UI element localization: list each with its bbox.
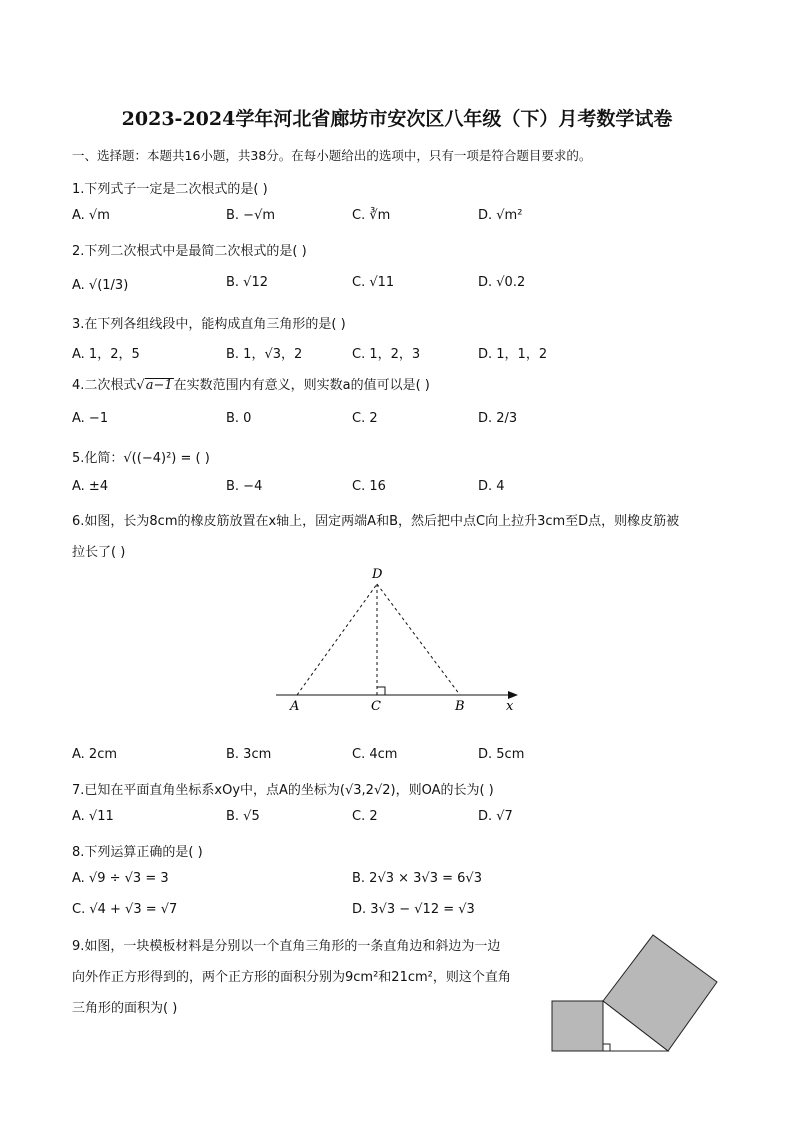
- q2-option-d[interactable]: D. √0.2: [478, 275, 526, 290]
- q3-option-a[interactable]: A. 1，2，5: [72, 347, 140, 362]
- q3-option-d[interactable]: D. 1，1，2: [478, 347, 548, 362]
- figure-9-diagram: [545, 928, 725, 1058]
- question-6-stem-line2: 拉长了( ): [72, 545, 126, 560]
- q1-option-d[interactable]: D. √m²: [478, 208, 523, 223]
- question-9-stem-line2: 向外作正方形得到的，两个正方形的面积分别为9cm²和21cm²，则这个直角: [72, 970, 511, 985]
- label-x: x: [506, 699, 514, 714]
- question-8-stem: 8.下列运算正确的是( ): [72, 845, 203, 860]
- q6-option-d[interactable]: D. 5cm: [478, 747, 525, 762]
- question-9-stem: 9.如图，一块模板材料是分别以一个直角三角形的一条直角边和斜边为一边: [72, 939, 501, 954]
- q4-stem-pre: 4.二次根式: [72, 378, 137, 393]
- x-axis-arrow-icon: [508, 691, 518, 699]
- q2-option-a[interactable]: A. √(1/3): [72, 278, 129, 293]
- q7-option-c[interactable]: C. 2: [352, 809, 378, 824]
- q6-option-c[interactable]: C. 4cm: [352, 747, 398, 762]
- q6-option-b[interactable]: B. 3cm: [226, 747, 272, 762]
- question-5-stem: 5.化简：√((−4)²) = ( ): [72, 451, 210, 466]
- q8-option-b[interactable]: B. 2√3 × 3√3 = 6√3: [352, 871, 482, 886]
- q1-option-c[interactable]: C. ∛m: [352, 208, 391, 223]
- right-angle-mark: [377, 687, 385, 695]
- small-square: [552, 1001, 603, 1051]
- q4-option-a[interactable]: A. −1: [72, 411, 109, 426]
- figure-6-diagram: [270, 560, 530, 720]
- page-title: 2023-2024学年河北省廊坊市安次区八年级（下）月考数学试卷: [121, 108, 673, 130]
- question-7-stem: 7.已知在平面直角坐标系xOy中，点A的坐标为(√3,2√2)，则OA的长为( ): [72, 783, 494, 798]
- q1-option-a[interactable]: A. √m: [72, 208, 110, 223]
- segment-db: [377, 584, 460, 695]
- q5-option-d[interactable]: D. 4: [478, 479, 505, 494]
- q2-option-b[interactable]: B. √12: [226, 275, 269, 290]
- q1-option-b[interactable]: B. −√m: [226, 208, 276, 223]
- section-header: 一、选择题：本题共16小题，共38分。在每小题给出的选项中，只有一项是符合题目要求的。: [72, 148, 592, 163]
- question-3-stem: 3.在下列各组线段中，能构成直角三角形的是( ): [72, 317, 346, 332]
- question-2-stem: 2.下列二次根式中是最简二次根式的是( ): [72, 244, 307, 259]
- q5-option-b[interactable]: B. −4: [226, 479, 263, 494]
- question-4-stem: [72, 374, 430, 393]
- question-9-stem-line3: 三角形的面积为( ): [72, 1001, 178, 1016]
- q6-option-a[interactable]: A. 2cm: [72, 747, 118, 762]
- sqrt-icon: √: [136, 378, 145, 393]
- label-c: C: [371, 699, 381, 714]
- label-d: D: [372, 567, 383, 582]
- q4-stem-post: 在实数范围内有意义，则实数a的值可以是( ): [173, 378, 430, 393]
- q4-option-d[interactable]: D. 2/3: [478, 411, 518, 426]
- q2-option-c[interactable]: C. √11: [352, 275, 395, 290]
- q7-option-b[interactable]: B. √5: [226, 809, 260, 824]
- q8-option-a[interactable]: A. √9 ÷ √3 = 3: [72, 871, 169, 886]
- q5-option-c[interactable]: C. 16: [352, 479, 386, 494]
- label-b: B: [455, 699, 465, 714]
- q4-stem-expr: a−1: [145, 378, 173, 393]
- question-1-stem: 1.下列式子一定是二次根式的是( ): [72, 182, 268, 197]
- q4-option-b[interactable]: B. 0: [226, 411, 252, 426]
- q4-option-c[interactable]: C. 2: [352, 411, 378, 426]
- question-6-stem: 6.如图，长为8cm的橡皮筋放置在x轴上，固定两端A和B，然后把中点C向上拉升3cm至D点，则橡皮筋被: [72, 514, 680, 529]
- label-a: A: [290, 699, 300, 714]
- q8-option-d[interactable]: D. 3√3 − √12 = √3: [352, 902, 475, 917]
- q3-option-c[interactable]: C. 1，2，3: [352, 347, 421, 362]
- q7-option-d[interactable]: D. √7: [478, 809, 513, 824]
- q7-option-a[interactable]: A. √11: [72, 809, 114, 824]
- q5-option-a[interactable]: A. ±4: [72, 479, 109, 494]
- segment-ad: [297, 584, 377, 695]
- q8-option-c[interactable]: C. √4 + √3 = √7: [72, 902, 178, 917]
- q3-option-b[interactable]: B. 1，√3，2: [226, 347, 303, 362]
